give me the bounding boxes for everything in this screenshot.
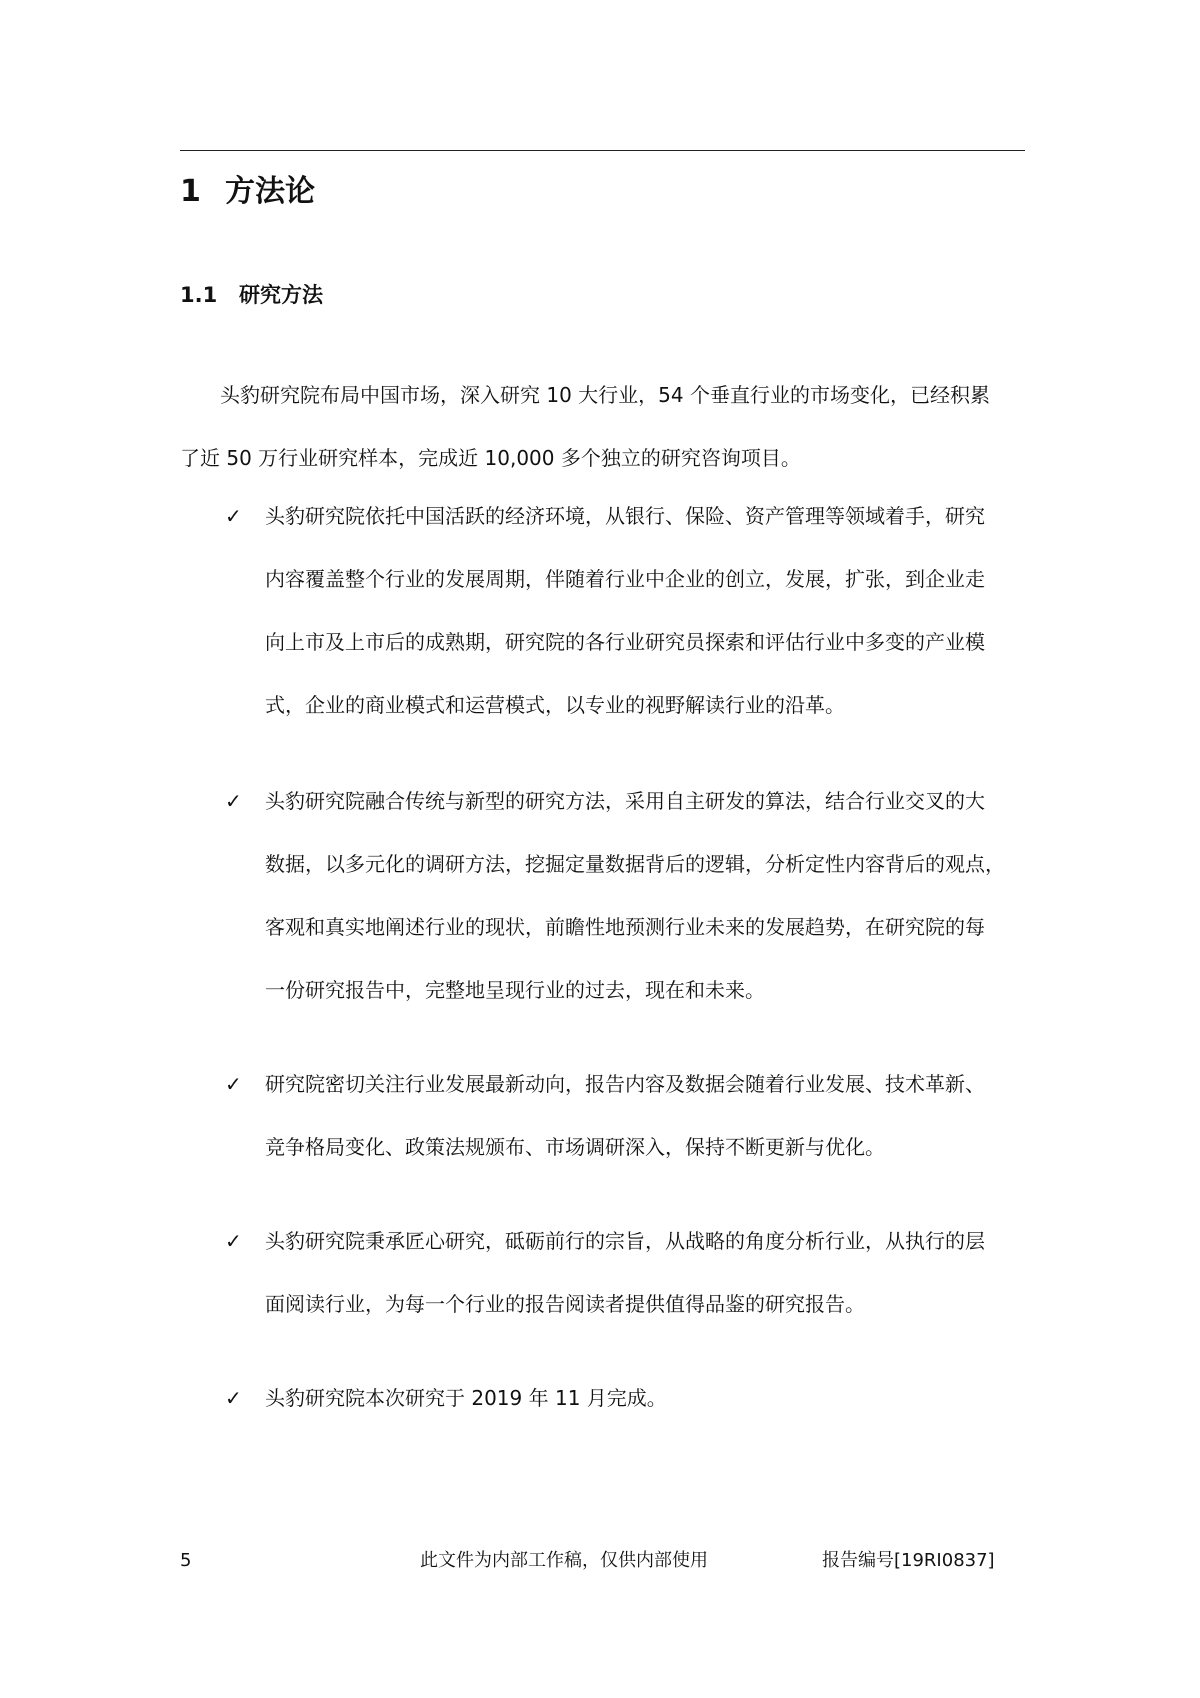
bullet-text bbox=[265, 1210, 1030, 1336]
bullet-text bbox=[265, 485, 1030, 737]
bullet-text bbox=[265, 1367, 1030, 1430]
check-mark-icon: ✓ bbox=[225, 789, 242, 813]
confidentiality-note: 此文件为内部工作稿，仅供内部使用 bbox=[420, 1550, 708, 1571]
subsection-title: 研究方法 bbox=[239, 283, 323, 307]
check-mark-icon: ✓ bbox=[225, 1229, 242, 1253]
bullet-line: 面阅读行业，为每一个行业的报告阅读者提供值得品鉴的研究报告。 bbox=[265, 1292, 865, 1316]
bullet-item bbox=[180, 1210, 1030, 1336]
intro-line: 头豹研究院布局中国市场，深入研究 10 大行业，54 个垂直行业的市场变化，已经积累 bbox=[220, 383, 990, 407]
page-number: 5 bbox=[180, 1550, 192, 1571]
bullet-item bbox=[180, 1367, 1030, 1430]
section-number: 1 bbox=[180, 174, 201, 209]
bullet-line: 头豹研究院秉承匠心研究，砥砺前行的宗旨，从战略的角度分析行业，从执行的层 bbox=[265, 1229, 985, 1253]
bullet-item bbox=[180, 485, 1030, 737]
intro-line: 了近 50 万行业研究样本，完成近 10,000 多个独立的研究咨询项目。 bbox=[180, 446, 801, 470]
bullet-line: 头豹研究院融合传统与新型的研究方法，采用自主研发的算法，结合行业交叉的大 bbox=[265, 789, 985, 813]
bullet-line: 向上市及上市后的成熟期，研究院的各行业研究员探索和评估行业中多变的产业模 bbox=[265, 630, 985, 654]
bullet-line: 头豹研究院本次研究于 2019 年 11 月完成。 bbox=[265, 1386, 667, 1410]
section-heading bbox=[180, 172, 315, 212]
bullet-text bbox=[265, 770, 1030, 1022]
bullet-item bbox=[180, 1053, 1030, 1179]
bullet-line: 式，企业的商业模式和运营模式，以专业的视野解读行业的沿革。 bbox=[265, 693, 845, 717]
check-mark-icon: ✓ bbox=[225, 1072, 242, 1096]
section-title: 方法论 bbox=[225, 174, 315, 209]
bullet-line: 客观和真实地阐述行业的现状，前瞻性地预测行业未来的发展趋势，在研究院的每 bbox=[265, 915, 985, 939]
bullet-line: 一份研究报告中，完整地呈现行业的过去，现在和未来。 bbox=[265, 978, 765, 1002]
subsection-number: 1.1 bbox=[180, 283, 218, 307]
bullet-line: 研究院密切关注行业发展最新动向，报告内容及数据会随着行业发展、技术革新、 bbox=[265, 1072, 985, 1096]
bullet-text bbox=[265, 1053, 1030, 1179]
intro-paragraph bbox=[180, 364, 1030, 490]
check-mark-icon: ✓ bbox=[225, 504, 242, 528]
bullet-item bbox=[180, 770, 1030, 1022]
bullet-line: 内容覆盖整个行业的发展周期，伴随着行业中企业的创立，发展，扩张，到企业走 bbox=[265, 567, 985, 591]
check-mark-icon: ✓ bbox=[225, 1386, 242, 1410]
bullet-line: 数据，以多元化的调研方法，挖掘定量数据背后的逻辑，分析定性内容背后的观点， bbox=[265, 852, 1005, 876]
subsection-heading bbox=[180, 280, 323, 310]
bullet-line: 竞争格局变化、政策法规颁布、市场调研深入，保持不断更新与优化。 bbox=[265, 1135, 885, 1159]
header-rule bbox=[180, 150, 1025, 151]
bullet-line: 头豹研究院依托中国活跃的经济环境，从银行、保险、资产管理等领域着手，研究 bbox=[265, 504, 985, 528]
report-code: 报告编号[19RI0837] bbox=[822, 1550, 995, 1571]
